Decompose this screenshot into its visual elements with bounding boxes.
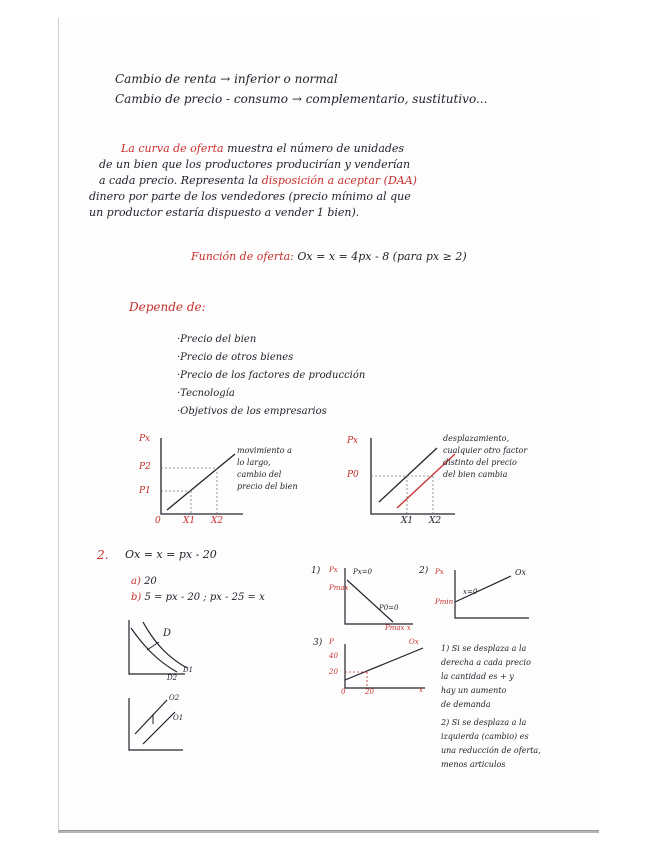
sketch2-curve: Ox: [515, 568, 527, 577]
graph1-y-label-px: Px: [139, 434, 151, 444]
sketch3-number: 3): [313, 638, 323, 648]
sketch2-number: 2): [419, 566, 429, 576]
graph2-y-label-px: Px: [347, 436, 359, 446]
depends-item-4: ·Tecnología: [177, 388, 235, 399]
sketch3-xx: x: [419, 686, 423, 694]
sketch2-graph: [451, 568, 541, 638]
supply-function: [191, 250, 467, 263]
depends-heading: Depende de:: [129, 300, 206, 314]
graph1-y-label-p1: P1: [139, 486, 151, 496]
note-line-renta: Cambio de renta → inferior o normal: [115, 72, 338, 86]
graph2-x-label-x2: X2: [429, 516, 442, 526]
graph2-note-4: del bien cambia: [443, 470, 508, 479]
definition-line-4: dinero por parte de los vendedores (precio mínimo al que: [89, 190, 411, 203]
note2-line-2: izquierda (cambio) es: [441, 732, 529, 741]
definition-text-3: a cada precio. Representa la: [99, 174, 259, 187]
supply-function-label: Función de oferta:: [191, 250, 294, 263]
exercise-number: 2.: [97, 548, 109, 562]
graph2-note-3: distinto del precio: [443, 458, 517, 467]
sketch2-ytop: Px: [435, 568, 444, 576]
definition-line-3: [99, 174, 417, 187]
note1-line-1: 1) Si se desplaza a la: [441, 644, 527, 653]
supply-label-o2: O2: [169, 694, 180, 702]
note1-line-5: de demanda: [441, 700, 491, 709]
note1-line-4: hay un aumento: [441, 686, 507, 695]
sketch3-curve: Ox: [409, 638, 419, 646]
graph2-note-1: desplazamiento,: [443, 434, 509, 443]
demand-label-d2: D2: [167, 674, 178, 682]
depends-item-3: ·Precio de los factores de producción: [177, 370, 366, 381]
note1-line-3: la cantidad es + y: [441, 672, 514, 681]
sketch3-x20: 20: [365, 688, 374, 696]
exercise-b-value: 5 = px - 20 ; px - 25 = x: [144, 592, 265, 603]
graph1-note-3: cambio del: [237, 470, 282, 479]
depends-item-1: ·Precio del bien: [177, 334, 257, 345]
sketch3-x0: 0: [341, 688, 346, 696]
exercise-part-b: [131, 592, 265, 603]
definition-line-5: un productor estaría dispuesto a vender 1 bien).: [89, 206, 360, 219]
graph1-y-label-p2: P2: [139, 462, 151, 472]
graph2-y-label-p0: P0: [347, 470, 359, 480]
depends-item-5: ·Objetivos de los empresarios: [177, 406, 327, 417]
supply-label-o1: O1: [173, 714, 184, 722]
sketch1-px0: Px=0: [353, 568, 372, 576]
sketch1-xlabel: Pmax x: [385, 624, 411, 632]
exercise-part-a: [131, 576, 157, 587]
graph1-note-2: lo largo,: [237, 458, 271, 467]
graph2-note-2: cualquier otro factor: [443, 446, 528, 455]
note-line-precio: Cambio de precio - consumo → complementario, sustitutivo...: [115, 92, 488, 106]
sketch2-pmin: Pmin: [435, 598, 454, 606]
sketch3-ytop: P: [329, 638, 334, 646]
demand-curve-label: D: [163, 628, 172, 639]
graph1-x-label-0: 0: [155, 516, 161, 526]
definition-daa: disposición a aceptar (DAA): [261, 174, 417, 187]
exercise-b-label: b): [131, 592, 142, 603]
graph1-x-label-x1: X1: [183, 516, 196, 526]
sketch3-graph: [341, 642, 431, 702]
definition-term: La curva de oferta: [121, 142, 224, 155]
definition-line-1: [121, 142, 404, 155]
graph1-note-4: precio del bien: [237, 482, 298, 491]
sketch1-ytop: Px: [329, 566, 338, 574]
supply-function-formula: Ox = x = 4px - 8 (para px ≥ 2): [297, 250, 467, 263]
depends-item-2: ·Precio de otros bienes: [177, 352, 294, 363]
demand-label-d1: D1: [183, 666, 194, 674]
exercise-a-value: 20: [144, 576, 157, 587]
exercise-formula: Ox = x = px - 20: [125, 548, 217, 561]
notebook-page: [58, 18, 599, 831]
exercise-a-label: a): [131, 576, 141, 587]
definition-line-2: de un bien que los productores producirían y venderían: [99, 158, 411, 171]
graph2-x-label-x1: X1: [401, 516, 414, 526]
note2-line-4: menos articulos: [441, 760, 506, 769]
sketch1-number: 1): [311, 566, 321, 576]
sketch1-p0: P0=0: [379, 604, 399, 612]
note2-line-3: una reducción de oferta,: [441, 746, 541, 755]
graph1-x-label-x2: X2: [211, 516, 224, 526]
note2-line-1: 2) Si se desplaza a la: [441, 718, 527, 727]
definition-text-1: muestra el número de unidades: [227, 142, 405, 155]
sketch3-y20: 20: [329, 668, 338, 676]
graph1-note-1: movimiento a: [237, 446, 292, 455]
sketch3-y40: 40: [329, 652, 338, 660]
note1-line-2: derecha a cada precio: [441, 658, 531, 667]
sketch2-x0: x=0: [463, 588, 478, 596]
sketch1-pmax: Pmax: [329, 584, 349, 592]
supply-shift-sketch: [125, 694, 205, 764]
